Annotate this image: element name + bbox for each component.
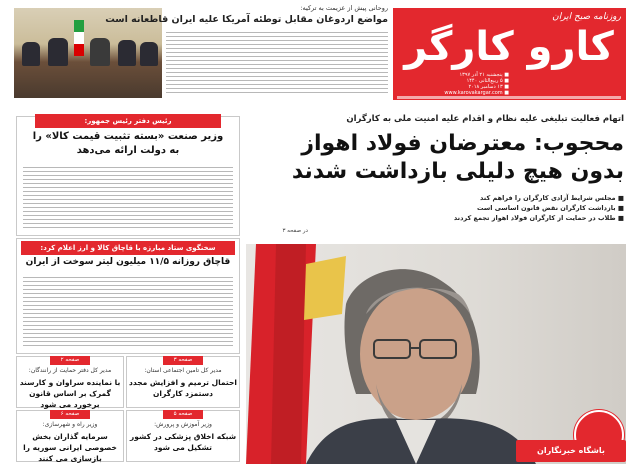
mini-box-headline: سرمایه گذاران بخش خصوصی ایرانی سوریه را بازسازی می کنند [23,432,117,463]
box-one-headline-line-2: به دولت ارائه می‌دهد [76,145,180,156]
box-one-body-text [23,167,233,229]
top-story-kicker: روحانی پیش از عزیمت به ترکیه: [300,4,388,12]
main-story-photo [246,244,626,464]
mini-box-headline: شبکه اخلاق پزشکی در کشور تشکیل می شود [129,432,237,452]
iran-flag-icon [74,20,84,56]
person-figure [48,38,68,66]
mini-box-page-tag: صفحه ۶ [50,410,90,419]
person-figure [140,42,158,66]
mini-box-kicker: وزیر آموزش و پرورش: [154,421,212,428]
box-one-headline-line-1: وزیر صنعت «بسته تثبیت قیمت کالا» را [32,131,224,142]
mini-box-headline: با نماینده سراوان و کارسند گمرک بر اساس قانون برخورد می شود [19,378,121,409]
mini-box-page-tag: صفحه ۵ [163,410,203,419]
masthead-hijri-date: ■ ۵ ربیع‌الثانی ۱۴۴۰ [466,78,509,84]
mini-box-kicker: وزیر راه و شهرسازی: [42,421,98,428]
box-two-tag: سخنگوی ستاد مبارزه با قاچاق کالا و ارز اعلام کرد: [21,241,235,255]
mini-box-page-tag: صفحه ۲ [50,356,90,365]
masthead-divider [397,96,621,99]
box-two-body-text [23,277,233,347]
masthead-date: ■ پنجشنبه ۲۱ آذر ۱۳۹۷ [459,72,509,78]
person-figure [118,40,136,66]
mini-box-page-tag: صفحه ۳ [163,356,203,365]
person-figure [22,42,40,66]
box-president-office [16,116,240,236]
main-story-headline [248,130,624,186]
watermark-label: باشگاه خبرنگاران [516,440,626,462]
mini-box [126,410,240,462]
mini-box-kicker: مدیر کل دفتر حمایت از رانندگان: [28,367,112,374]
main-story-bullet: ■ طلاب در حمایت از کارگران فولاد اهواز تجمع کردند [453,214,624,222]
main-story-bullet: ■ مجلس شرایط آزادی کارگران را فراهم کند [480,194,624,202]
box-two-headline: قاچاق روزانه ۱۱/۵ میلیون لیتر سوخت از ایران [25,257,231,267]
mini-box-headline: احتمال ترمیم و افزایش مجدد دستمزد کارگران [129,378,237,398]
portrait-illustration [246,244,626,464]
mini-box [16,356,124,408]
masthead-website: ■ www.karovakargar.com [444,90,509,96]
main-headline-line-1: محجوب: معترضان فولاد اهواز [301,131,624,156]
main-story-kicker: اتهام فعالیت تبلیغی علیه نظام و اقدام علیه امنیت ملی به کارگران [346,114,624,124]
masthead-gregorian-date: ■ ۱۳ دسامبر ۲۰۱۸ [468,84,509,90]
main-story-page-ref: در صفحه ۳ [282,228,308,234]
person-figure [90,38,110,66]
masthead-subtitle: روزنامه صبح ایران [552,12,621,22]
top-story-headline: مواضع اردوغان مقابل توطئه آمریکا علیه ایران قاطعانه است [105,14,388,25]
newspaper-title: کارو کارگر [404,24,614,70]
masthead-info [397,72,509,98]
masthead [393,8,626,100]
mini-box [126,356,240,408]
main-story-bullet: ■ بازداشت کارگران نقض قانون اساسی است [476,204,624,212]
box-one-tag: رئیس دفتر رئیس جمهور: [35,114,221,128]
mini-box [16,410,124,462]
box-smuggling [16,238,240,354]
top-story-body-text [166,32,388,94]
main-headline-line-2: بدون هیچ دلیلی بازداشت شدند [291,159,624,184]
mini-box-kicker: مدیر کل تامین اجتماعی استان: [144,367,222,374]
